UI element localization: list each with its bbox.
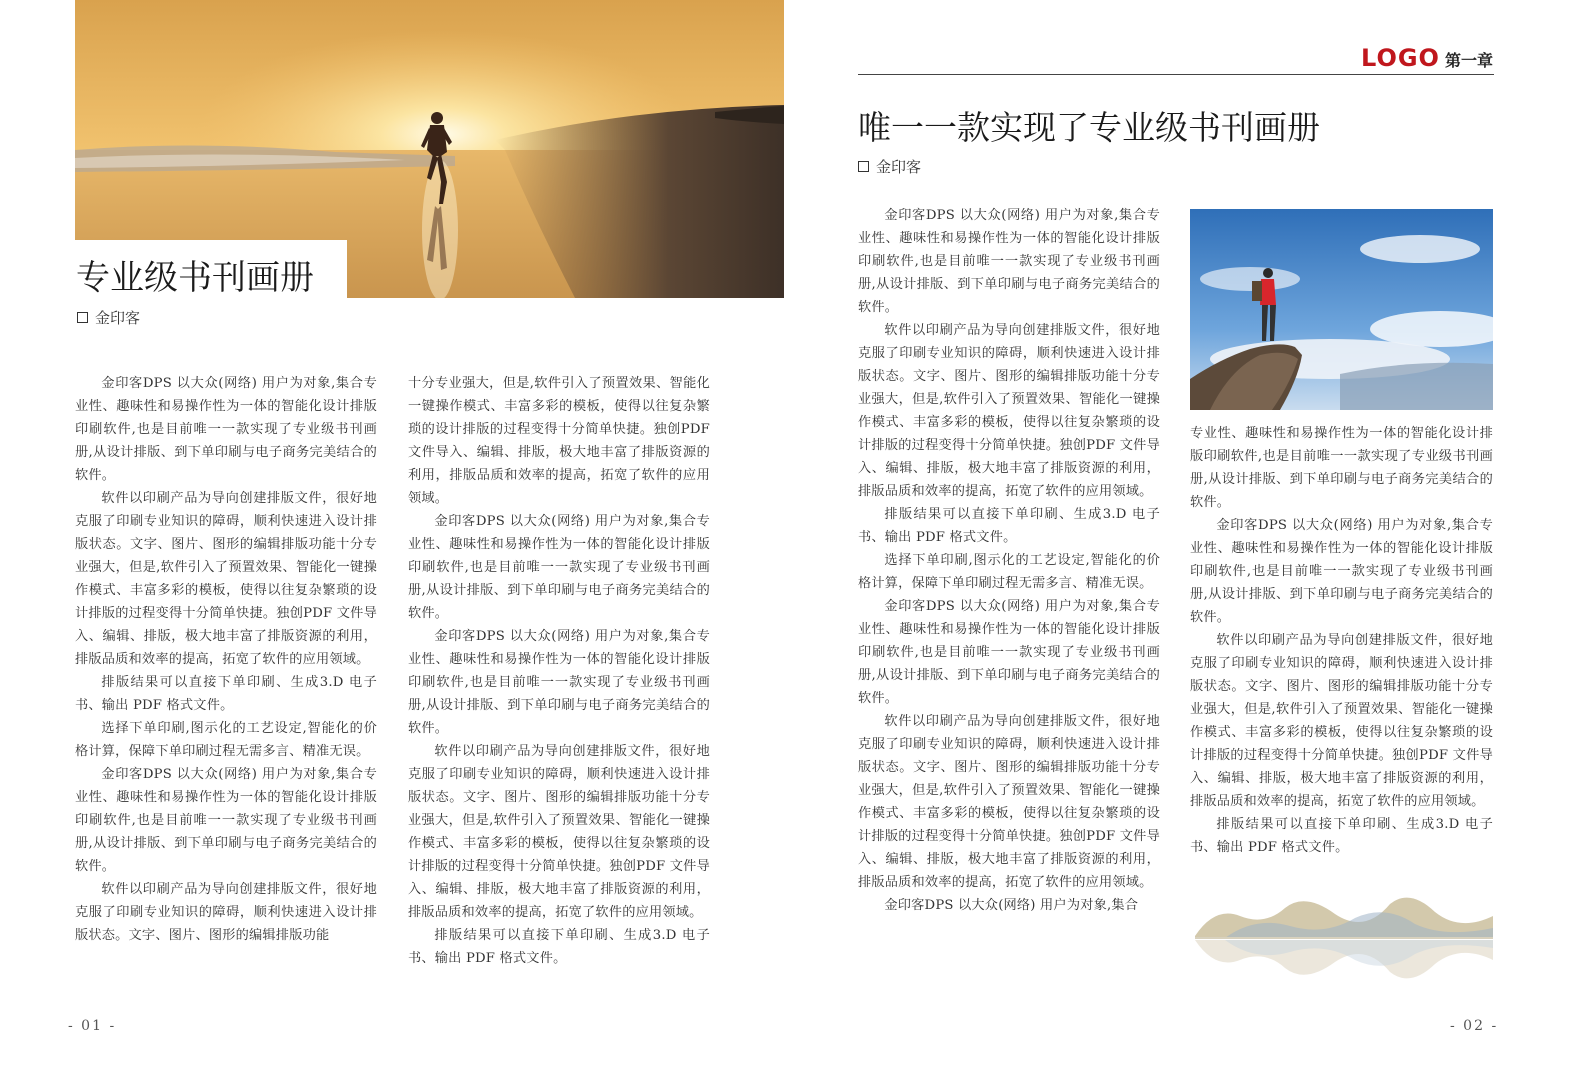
left-byline: [77, 307, 140, 328]
right-page-number: - 02 -: [1450, 1018, 1499, 1034]
paragraph: 排版结果可以直接下单印刷、生成3.D 电子书、输出 PDF 格式文件。: [408, 928, 710, 966]
mountain-wave-decoration: [1195, 886, 1493, 990]
paragraph: 金印客DPS 以大众(网络) 用户为对象,集合专业性、趣味性和易操作性为一体的智能化设计排版印刷软件,也是目前唯一一款实现了专业级书刊画册,从设计排版、到下单印刷与电子商务完美结合的软件。: [75, 767, 377, 874]
paragraph: 金印客DPS 以大众(网络) 用户为对象,集合专业性、趣味性和易操作性为一体的智能化设计排版印刷软件,也是目前唯一一款实现了专业级书刊画册,从设计排版、到下单印刷与电子商务完美结合的软件。: [75, 376, 377, 483]
right-column-1: [858, 204, 1160, 917]
left-page-title: 专业级书刊画册: [76, 258, 314, 298]
logo: LOGO: [1361, 44, 1440, 72]
paragraph: 金印客DPS 以大众(网络) 用户为对象,集合专业性、趣味性和易操作性为一体的智能化设计排版印刷软件,也是目前唯一一款实现了专业级书刊画册,从设计排版、到下单印刷与电子商务完美结合的软件。: [408, 629, 710, 736]
paragraph: 选择下单印刷,图示化的工艺设定,智能化的价格计算，保障下单印刷过程无需多言、精准无误。: [75, 721, 377, 759]
paragraph: 选择下单印刷,图示化的工艺设定,智能化的价格计算，保障下单印刷过程无需多言、精准无误。: [858, 553, 1160, 591]
hiker-on-rock-photo: [1190, 209, 1493, 410]
paragraph: 排版结果可以直接下单印刷、生成3.D 电子书、输出 PDF 格式文件。: [1190, 817, 1493, 855]
paragraph: 排版结果可以直接下单印刷、生成3.D 电子书、输出 PDF 格式文件。: [75, 675, 377, 713]
paragraph: 十分专业强大，但是,软件引入了预置效果、智能化一键操作模式、丰富多彩的模板，使得以往复杂繁琐的设计排版的过程变得十分简单快捷。独创PDF 文件导入、编辑、排版，极大地丰富了排版资源的利用，排版品质和效率的提高，拓宽了软件的应用领域。: [408, 376, 710, 506]
square-bullet-icon: [858, 161, 869, 172]
mountain-hiker-image: [1190, 209, 1493, 410]
right-author: 金印客: [876, 158, 922, 176]
right-column-2: [1190, 422, 1493, 859]
paragraph: 金印客DPS 以大众(网络) 用户为对象,集合专业性、趣味性和易操作性为一体的智能化设计排版印刷软件,也是目前唯一一款实现了专业级书刊画册,从设计排版、到下单印刷与电子商务完美结合的软件。: [408, 514, 710, 621]
square-bullet-icon: [77, 312, 88, 323]
paragraph: 金印客DPS 以大众(网络) 用户为对象,集合专业性、趣味性和易操作性为一体的智能化设计排版印刷软件,也是目前唯一一款实现了专业级书刊画册,从设计排版、到下单印刷与电子商务完美结合的软件。: [1190, 518, 1493, 625]
right-page-title: 唯一一款实现了专业级书刊画册: [858, 108, 1320, 147]
left-page-number: - 01 -: [68, 1018, 117, 1034]
paragraph: 金印客DPS 以大众(网络) 用户为对象,集合: [884, 898, 1139, 913]
paragraph: 软件以印刷产品为导向创建排版文件，很好地克服了印刷专业知识的障碍，顺利快速进入设计排版状态。文字、图片、图形的编辑排版功能: [75, 882, 377, 943]
header-rule: [858, 74, 1494, 75]
paragraph: 软件以印刷产品为导向创建排版文件，很好地克服了印刷专业知识的障碍，顺利快速进入设计排版状态。文字、图片、图形的编辑排版功能十分专业强大，但是,软件引入了预置效果、智能化一键操作模式、丰富多彩的模板，使得以往复杂繁琐的设计排版的过程变得十分简单快捷。独创PDF 文件导入、编辑、排版，极大地丰富了排版资源的利用，排版品质和效率的提高，拓宽了软件的应用领域。: [75, 491, 377, 667]
left-column-2: [408, 372, 710, 970]
paragraph: 软件以印刷产品为导向创建排版文件，很好地克服了印刷专业知识的障碍，顺利快速进入设计排版状态。文字、图片、图形的编辑排版功能十分专业强大，但是,软件引入了预置效果、智能化一键操作模式、丰富多彩的模板，使得以往复杂繁琐的设计排版的过程变得十分简单快捷。独创PDF 文件导入、编辑、排版，极大地丰富了排版资源的利用，排版品质和效率的提高，拓宽了软件的应用领域。: [408, 744, 710, 920]
chapter-label: 第一章: [1445, 51, 1494, 70]
right-byline: [858, 156, 921, 177]
ink-mountains-graphic: [1195, 886, 1493, 990]
paragraph: 软件以印刷产品为导向创建排版文件，很好地克服了印刷专业知识的障碍，顺利快速进入设计排版状态。文字、图片、图形的编辑排版功能十分专业强大，但是,软件引入了预置效果、智能化一键操作模式、丰富多彩的模板，使得以往复杂繁琐的设计排版的过程变得十分简单快捷。独创PDF 文件导入、编辑、排版，极大地丰富了排版资源的利用，排版品质和效率的提高，拓宽了软件的应用领域。: [858, 714, 1160, 890]
paragraph: 软件以印刷产品为导向创建排版文件，很好地克服了印刷专业知识的障碍，顺利快速进入设计排版状态。文字、图片、图形的编辑排版功能十分专业强大，但是,软件引入了预置效果、智能化一键操作模式、丰富多彩的模板，使得以往复杂繁琐的设计排版的过程变得十分简单快捷。独创PDF 文件导入、编辑、排版，极大地丰富了排版资源的利用，排版品质和效率的提高，拓宽了软件的应用领域。: [1190, 633, 1493, 809]
paragraph: 专业性、趣味性和易操作性为一体的智能化设计排版印刷软件,也是目前唯一一款实现了专业级书刊画册,从设计排版、到下单印刷与电子商务完美结合的软件。: [1190, 426, 1493, 510]
paragraph: 金印客DPS 以大众(网络) 用户为对象,集合专业性、趣味性和易操作性为一体的智能化设计排版印刷软件,也是目前唯一一款实现了专业级书刊画册,从设计排版、到下单印刷与电子商务完美结合的软件。: [858, 208, 1160, 315]
left-author: 金印客: [95, 309, 141, 327]
left-column-1: [75, 372, 377, 947]
paragraph: 排版结果可以直接下单印刷、生成3.D 电子书、输出 PDF 格式文件。: [858, 507, 1160, 545]
paragraph: 金印客DPS 以大众(网络) 用户为对象,集合专业性、趣味性和易操作性为一体的智能化设计排版印刷软件,也是目前唯一一款实现了专业级书刊画册,从设计排版、到下单印刷与电子商务完美结合的软件。: [858, 599, 1160, 706]
paragraph: 软件以印刷产品为导向创建排版文件，很好地克服了印刷专业知识的障碍，顺利快速进入设计排版状态。文字、图片、图形的编辑排版功能十分专业强大，但是,软件引入了预置效果、智能化一键操作模式、丰富多彩的模板，使得以往复杂繁琐的设计排版的过程变得十分简单快捷。独创PDF 文件导入、编辑、排版，极大地丰富了排版资源的利用，排版品质和效率的提高，拓宽了软件的应用领域。: [858, 323, 1160, 499]
